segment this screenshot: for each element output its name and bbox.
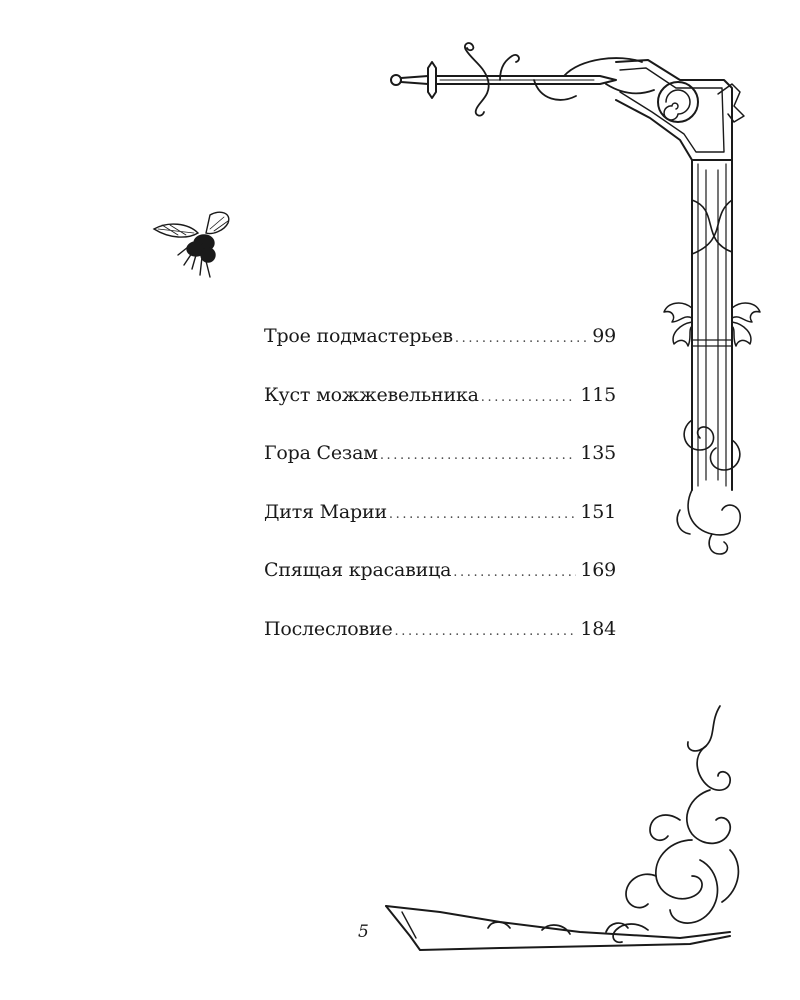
toc-entry-title: Спящая красавица <box>264 559 452 581</box>
toc-entry-title: Дитя Марии <box>264 500 387 523</box>
toc-entry[interactable] <box>264 618 616 677</box>
page-number: 5 <box>358 922 369 942</box>
dot-leader <box>453 565 576 580</box>
fly-wing-icon <box>154 224 198 237</box>
toc-entry-page: 115 <box>580 383 616 406</box>
dot-leader <box>481 390 577 405</box>
corner-frame-icon <box>616 60 744 160</box>
pillar-icon <box>692 160 732 490</box>
table-of-contents <box>264 325 616 676</box>
sword-icon <box>391 62 616 98</box>
toc-entry-title: Куст можжевельника <box>264 383 479 406</box>
toc-entry-page: 135 <box>580 442 616 464</box>
toc-entry[interactable] <box>264 442 616 501</box>
toc-entry-page: 169 <box>580 559 616 581</box>
toc-entry-page: 184 <box>580 617 616 640</box>
toc-entry-title: Трое подмастерьев <box>264 325 453 347</box>
ribbon-banner-icon <box>386 906 730 950</box>
toc-entry-page: 99 <box>592 325 616 347</box>
toc-entry[interactable] <box>264 559 616 618</box>
dot-leader <box>380 448 577 463</box>
toc-entry[interactable] <box>264 384 616 443</box>
toc-entry[interactable] <box>264 325 616 384</box>
dot-leader <box>389 507 576 522</box>
scroll-flourish-icon <box>677 420 740 554</box>
toc-entry[interactable] <box>264 501 616 560</box>
toc-entry-page: 151 <box>580 500 616 523</box>
fly-illustration <box>148 205 240 281</box>
dot-leader <box>395 624 577 639</box>
bottom-corner-ornament <box>380 700 760 960</box>
toc-entry-title: Послесловие <box>264 617 393 640</box>
acanthus-flourish-icon <box>488 706 738 942</box>
dot-leader <box>455 331 588 346</box>
toc-entry-title: Гора Сезам <box>264 442 378 464</box>
